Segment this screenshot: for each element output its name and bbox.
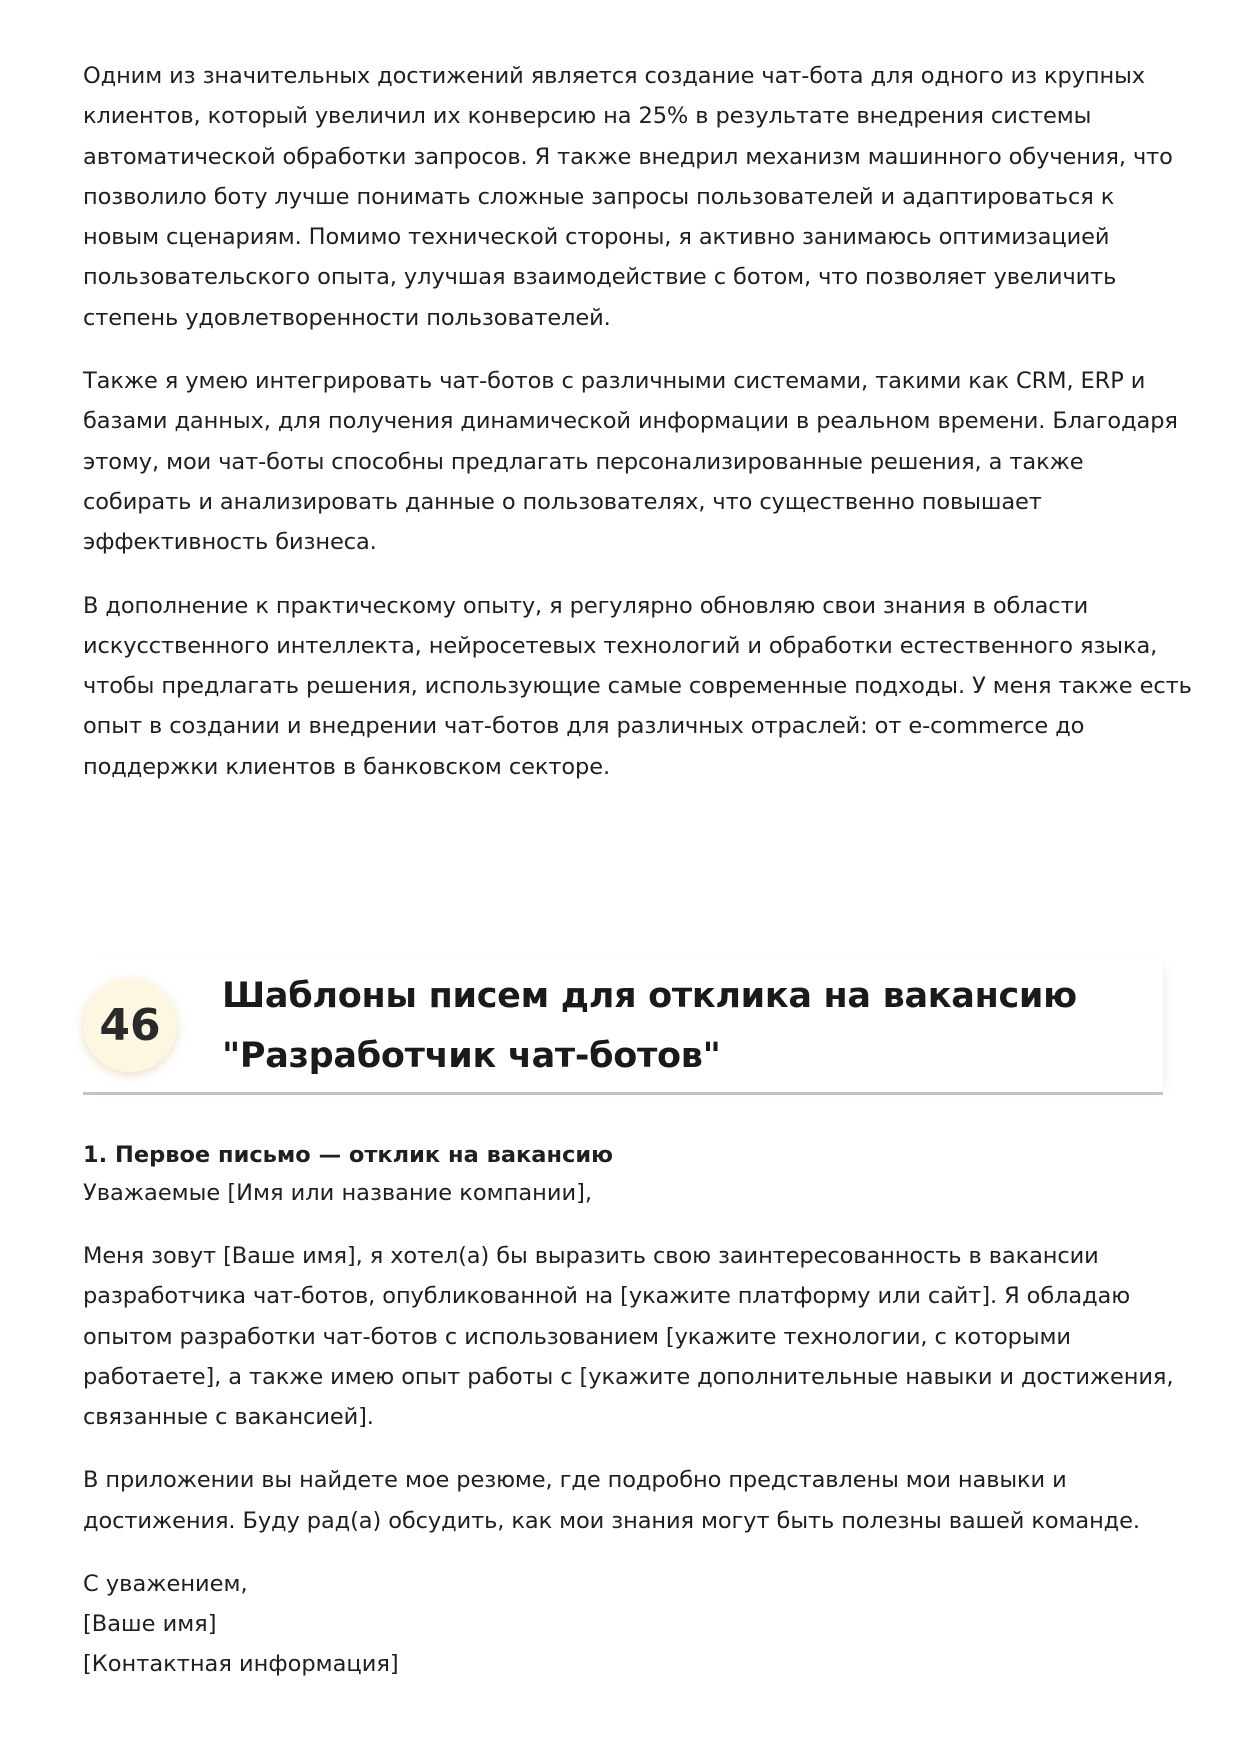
text-line: этому, мои чат-боты способны предлагать персонализированные решения, а также: [83, 448, 1084, 475]
letter-closing: [83, 1564, 1163, 1684]
text-line: поддержки клиентов в банковском секторе.: [83, 753, 610, 780]
closing-line: [Контактная информация]: [83, 1651, 399, 1678]
text-line: чтобы предлагать решения, использующие самые современные подходы. У меня также есть: [83, 673, 1192, 700]
letter-template: [83, 1137, 1174, 1684]
paragraph-achievements: [83, 56, 1173, 338]
text-line: Одним из значительных достижений является создание чат-бота для одного из крупных: [83, 63, 1146, 89]
section-header: [83, 960, 1163, 1095]
text-line: автоматической обработки запросов. Я также внедрил механизм машинного обучения, что: [83, 143, 1173, 170]
text-line: клиентов, который увеличил их конверсию на 25% в результате внедрения системы: [83, 103, 1092, 130]
text-line: базами данных, для получения динамической информации в реальном времени. Благодаря: [83, 408, 1178, 435]
text-line: достижения. Буду рад(а) обсудить, как мои знания могут быть полезны вашей команде.: [83, 1507, 1140, 1534]
letter-paragraph: [83, 1460, 1163, 1541]
text-line: В приложении вы найдете мое резюме, где подробно представлены мои навыки и: [83, 1467, 1067, 1494]
section-title: [222, 966, 1077, 1086]
text-line: Меня зовут [Ваше имя], я хотел(а) бы выразить свою заинтересованность в вакансии: [83, 1243, 1099, 1269]
closing-line: [Ваше имя]: [83, 1611, 217, 1638]
paragraph-learning: [83, 586, 1192, 787]
letter-heading: 1. Первое письмо — отклик на вакансию: [83, 1142, 613, 1168]
text-line: позволило боту лучше понимать сложные запросы пользователей и адаптироваться к: [83, 183, 1115, 210]
text-line: опытом разработки чат-ботов с использованием [укажите технологии, с которыми: [83, 1323, 1071, 1350]
section-title-line: "Разработчик чат-ботов": [222, 1036, 721, 1076]
text-line: разработчика чат-ботов, опубликованной на [укажите платформу или сайт]. Я обладаю: [83, 1283, 1131, 1310]
text-line: пользовательского опыта, улучшая взаимодействие с ботом, что позволяет увеличить: [83, 264, 1117, 291]
paragraph-integration: [83, 361, 1178, 562]
section-title-line: Шаблоны писем для отклика на вакансию: [222, 976, 1077, 1016]
section-number-badge: 46: [83, 978, 177, 1072]
text-line: собирать и анализировать данные о пользователях, что существенно повышает: [83, 488, 1042, 515]
text-line: эффективность бизнеса.: [83, 529, 377, 556]
text-line: искусственного интеллекта, нейросетевых технологий и обработки естественного языка,: [83, 632, 1158, 659]
text-line: работаете], а также имею опыт работы с [укажите дополнительные навыки и достижения,: [83, 1363, 1174, 1390]
text-line: опыт в создании и внедрении чат-ботов для различных отраслей: от e-commerce до: [83, 713, 1085, 740]
text-line: В дополнение к практическому опыту, я регулярно обновляю свои знания в области: [83, 592, 1089, 619]
letter-paragraph: [83, 1236, 1174, 1437]
text-line: степень удовлетворенности пользователей.: [83, 304, 611, 331]
text-line: связанные с вакансией].: [83, 1404, 374, 1431]
letter-salutation: Уважаемые [Имя или название компании],: [83, 1180, 592, 1206]
intro-text: [83, 56, 1192, 810]
text-line: Также я умею интегрировать чат-ботов с различными системами, такими как CRM, ERP и: [83, 368, 1146, 395]
closing-line: С уважением,: [83, 1571, 248, 1598]
text-line: новым сценариям. Помимо технической стороны, я активно занимаюсь оптимизацией: [83, 224, 1110, 251]
